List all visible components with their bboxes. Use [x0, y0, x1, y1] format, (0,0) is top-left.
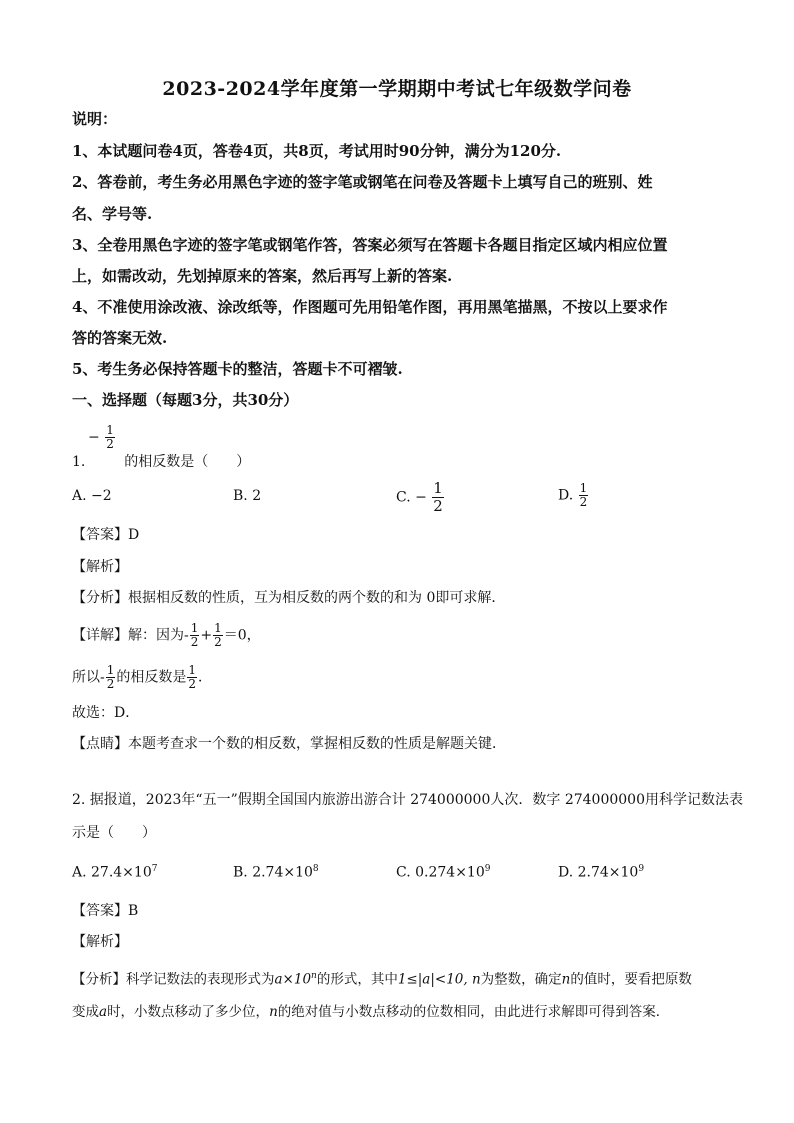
- q2-option-c: C. $0.274\times 10^9$: [396, 864, 491, 881]
- note-1: 1、本试题问卷4页，答卷4页，共8页，考试用时90分钟，满分为120分.: [72, 142, 562, 160]
- q2-fenxi-b: 变成a时，小数点移动了多少位，n的绝对值与小数点移动的位数相同，由此进行求解即可得到答案．: [72, 1004, 670, 1020]
- note-4a: 4、不准使用涂改液、涂改纸等，作图题可先用铅笔作图，再用黑笔描黑，不按以上要求作: [72, 298, 668, 316]
- q1-fenxi: 【分析】根据相反数的性质，互为相反数的两个数的和为 0即可求解．: [72, 590, 506, 606]
- page-title: 2023-2024学年度第一学期期中考试七年级数学问卷: [162, 78, 632, 100]
- q1-option-b: B. 2: [233, 488, 262, 504]
- q1-fraction-top: − $\frac{1}{2}$: [88, 423, 114, 451]
- section-1-heading: 一、选择题（每题3分，共30分）: [72, 391, 299, 409]
- notes-heading: 说明：: [72, 110, 118, 128]
- q1-option-a: A. −2: [72, 488, 112, 504]
- q1-stem: 1. 的相反数是（ ）: [72, 454, 251, 470]
- note-2b: 名、学号等.: [72, 205, 153, 223]
- q2-analysis-label: 【解析】: [72, 934, 128, 950]
- q1-guxuan: 故选：D．: [72, 705, 140, 721]
- q2-option-a: A. $27.4\times 10^7$: [72, 864, 158, 881]
- note-2a: 2、答卷前，考生务必用黑色字迹的签字笔或钢笔在问卷及答题卡上填写自己的班别、姓: [72, 173, 653, 191]
- note-4b: 答的答案无效.: [72, 329, 168, 347]
- note-3b: 上，如需改动，先划掉原来的答案，然后再写上新的答案.: [72, 267, 453, 285]
- q1-xiangjie: 【详解】解：因为- $\frac{1}{2}$ + $\frac{1}{2}$ ＝0，: [72, 621, 261, 649]
- q2-fenxi-a: 【分析】科学记数法的表现形式为$a\times 10^n$的形式，其中1≤|a|<10, n为整数，确定n的值时，要看把原数: [72, 971, 692, 988]
- q2-option-b: B. $2.74\times 10^8$: [233, 864, 319, 881]
- q1-answer: 【答案】D: [72, 527, 140, 543]
- q2-stem-a: 2. 据报道，2023年“五一”假期全国国内旅游出游合计 274000000人次．数字 274000000用科学记数法表: [72, 792, 743, 808]
- q1-analysis-label: 【解析】: [72, 559, 128, 575]
- q1-option-d: D. $\frac{1}{2}$: [558, 481, 588, 509]
- note-5: 5、考生务必保持答题卡的整洁，答题卡不可褶皱.: [72, 360, 403, 378]
- q2-answer: 【答案】B: [72, 903, 139, 919]
- q2-option-d: D. $2.74\times 10^9$: [558, 864, 645, 881]
- q2-stem-b: 示是（ ）: [72, 825, 156, 841]
- q1-dianjing: 【点睛】本题考查求一个数的相反数，掌握相反数的性质是解题关键．: [72, 736, 506, 752]
- note-3a: 3、全卷用黑色字迹的签字笔或钢笔作答，答案必须写在答题卡各题目指定区域内相应位置: [72, 236, 668, 254]
- q1-suoyi: 所以- $\frac{1}{2}$ 的相反数是 $\frac{1}{2}$ ．: [72, 663, 213, 691]
- q1-fraction: $\frac{1}{2}$: [106, 423, 114, 451]
- q1-option-c: C. − $\frac{1}{2}$: [396, 479, 443, 515]
